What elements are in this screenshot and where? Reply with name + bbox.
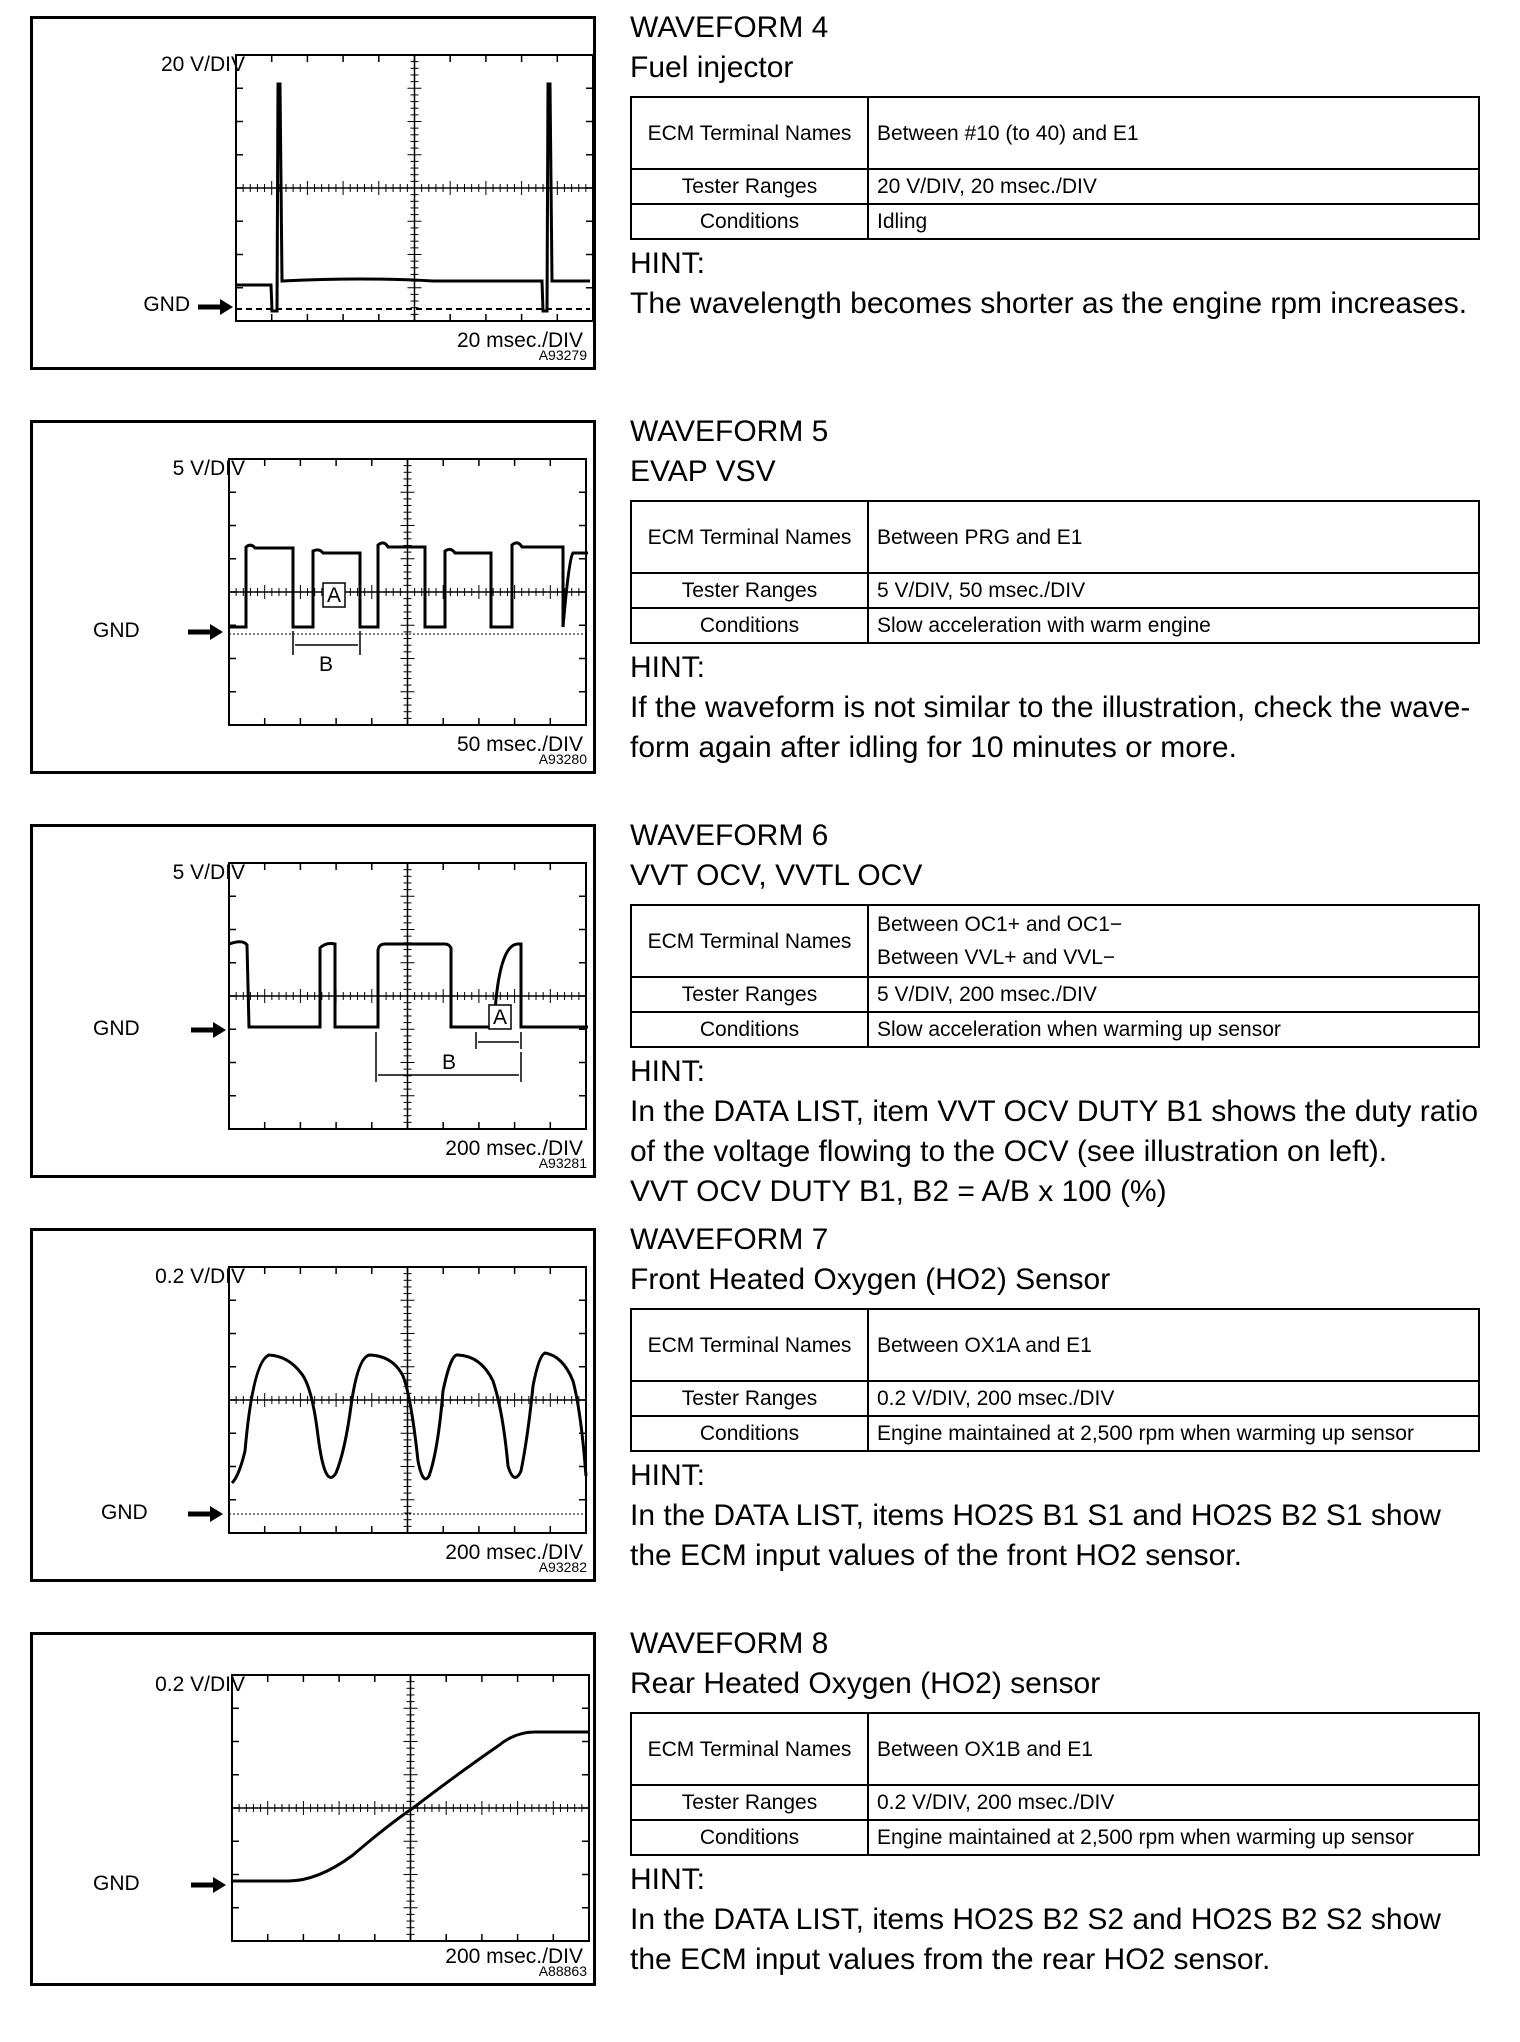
terminal-label: ECM Terminal Names xyxy=(631,905,868,977)
terminal-value-line-1: Between OC1+ and OC1− xyxy=(877,913,1123,936)
waveform-title: WAVEFORM 6 xyxy=(630,819,829,852)
terminal-value: Between OX1A and E1 xyxy=(868,1309,1479,1381)
marker-b-bracket xyxy=(293,631,360,655)
waveform-title: WAVEFORM 7 xyxy=(630,1223,829,1256)
oscilloscope-figure xyxy=(30,1228,596,1582)
hint-text: If the waveform is not similar to the illustration, check the wave-form again after idling for 10 minutes or more. xyxy=(630,691,1471,764)
time-per-div-label: 200 msec./DIV xyxy=(445,1945,583,1968)
conditions-label: Conditions xyxy=(631,608,868,643)
terminal-value-line-2: Between VVL+ and VVL− xyxy=(877,946,1116,969)
waveform-title: WAVEFORM 8 xyxy=(630,1627,829,1660)
terminal-label: ECM Terminal Names xyxy=(631,97,868,169)
oscilloscope-figure xyxy=(30,16,596,370)
time-per-div-label: 20 msec./DIV xyxy=(456,329,583,352)
conditions-value: Engine maintained at 2,500 rpm when warming up sensor xyxy=(868,1416,1479,1451)
figure-id: A93281 xyxy=(538,1155,587,1171)
spec-table xyxy=(630,1308,1480,1452)
conditions-label: Conditions xyxy=(631,1416,868,1451)
volts-per-div-label: 5 V/DIV xyxy=(172,457,245,480)
hint-label: HINT: xyxy=(630,1863,705,1896)
waveform-info xyxy=(630,816,1480,1212)
spec-table xyxy=(630,904,1480,1048)
waveform-info xyxy=(630,1624,1480,1980)
time-per-div-label: 200 msec./DIV xyxy=(445,1541,583,1564)
gnd-label: GND xyxy=(93,1017,140,1040)
hint-block xyxy=(630,244,1480,324)
figure-id: A93280 xyxy=(538,751,587,767)
hint-label: HINT: xyxy=(630,1055,705,1088)
waveform-trace xyxy=(232,1353,586,1483)
spec-table xyxy=(630,500,1480,644)
figure-id: A88863 xyxy=(538,1963,587,1979)
spec-table xyxy=(630,1712,1480,1856)
ranges-value: 0.2 V/DIV, 200 msec./DIV xyxy=(868,1785,1479,1820)
terminal-label: ECM Terminal Names xyxy=(631,1309,868,1381)
waveform-trace xyxy=(229,942,588,1027)
conditions-label: Conditions xyxy=(631,204,868,239)
conditions-value: Engine maintained at 2,500 rpm when warming up sensor xyxy=(868,1820,1479,1855)
hint-text: The wavelength becomes shorter as the engine rpm increases. xyxy=(630,287,1468,320)
hint-block xyxy=(630,1456,1480,1576)
spec-table xyxy=(630,96,1480,240)
waveform-8-section xyxy=(0,1616,1520,2016)
gnd-arrow-icon xyxy=(188,1506,223,1522)
volts-per-div-label: 0.2 V/DIV xyxy=(155,1265,245,1288)
waveform-5-section xyxy=(0,404,1520,804)
time-per-div-label: 200 msec./DIV xyxy=(445,1137,583,1160)
gnd-label: GND xyxy=(101,1501,148,1524)
ranges-value: 5 V/DIV, 50 msec./DIV xyxy=(868,573,1479,608)
ranges-label: Tester Ranges xyxy=(631,169,868,204)
conditions-value: Slow acceleration with warm engine xyxy=(868,608,1479,643)
waveform-subject: Rear Heated Oxygen (HO2) sensor xyxy=(630,1667,1101,1700)
waveform-trace xyxy=(236,84,590,311)
hint-text: In the DATA LIST, items HO2S B1 S1 and HO2S B2 S1 show the ECM input values of the front HO2 sensor. xyxy=(630,1499,1441,1572)
figure-id: A93282 xyxy=(538,1559,587,1575)
gnd-label: GND xyxy=(93,619,140,642)
waveform-title: WAVEFORM 4 xyxy=(630,11,829,44)
terminal-label: ECM Terminal Names xyxy=(631,1713,868,1785)
ranges-label: Tester Ranges xyxy=(631,977,868,1012)
terminal-value: Between #10 (to 40) and E1 xyxy=(868,97,1479,169)
terminal-label: ECM Terminal Names xyxy=(631,501,868,573)
conditions-label: Conditions xyxy=(631,1820,868,1855)
marker-a-bracket xyxy=(476,1032,521,1049)
figure-id: A93279 xyxy=(538,347,587,363)
conditions-label: Conditions xyxy=(631,1012,868,1047)
hint-block xyxy=(630,648,1480,768)
time-per-div-label: 50 msec./DIV xyxy=(456,733,583,756)
ranges-label: Tester Ranges xyxy=(631,573,868,608)
ranges-value: 20 V/DIV, 20 msec./DIV xyxy=(868,169,1479,204)
waveform-subject: Fuel injector xyxy=(630,51,794,84)
oscilloscope-figure xyxy=(30,1632,596,1986)
ranges-label: Tester Ranges xyxy=(631,1785,868,1820)
waveform-subject: VVT OCV, VVTL OCV xyxy=(630,859,923,892)
marker-a-label: A xyxy=(326,584,341,607)
terminal-value: Between PRG and E1 xyxy=(868,501,1479,573)
gnd-label: GND xyxy=(143,293,190,316)
waveform-subject: EVAP VSV xyxy=(630,455,776,488)
hint-text: In the DATA LIST, item VVT OCV DUTY B1 shows the duty ratio of the voltage flowing to the OCV (see illustration on left). xyxy=(630,1095,1479,1168)
gnd-label: GND xyxy=(93,1872,140,1895)
ranges-label: Tester Ranges xyxy=(631,1381,868,1416)
terminal-value: Between OX1B and E1 xyxy=(868,1713,1479,1785)
ranges-value: 5 V/DIV, 200 msec./DIV xyxy=(868,977,1479,1012)
waveform-6-section xyxy=(0,808,1520,1208)
ranges-value: 0.2 V/DIV, 200 msec./DIV xyxy=(868,1381,1479,1416)
waveform-subject: Front Heated Oxygen (HO2) Sensor xyxy=(630,1263,1111,1296)
conditions-value: Idling xyxy=(868,204,1479,239)
gnd-arrow-icon xyxy=(198,299,233,315)
waveform-info xyxy=(630,1220,1480,1576)
waveform-info xyxy=(630,412,1480,768)
hint-label: HINT: xyxy=(630,651,705,684)
waveform-title: WAVEFORM 5 xyxy=(630,415,829,448)
volts-per-div-label: 20 V/DIV xyxy=(160,53,245,76)
hint-text: In the DATA LIST, items HO2S B2 S2 and HO2S B2 S2 show the ECM input values from the rear HO2 sensor. xyxy=(630,1903,1441,1976)
volts-per-div-label: 0.2 V/DIV xyxy=(155,1673,245,1696)
marker-b-label: B xyxy=(441,1051,456,1074)
marker-a-label: A xyxy=(492,1006,507,1029)
terminal-value xyxy=(868,905,1479,977)
oscilloscope-figure xyxy=(30,420,596,774)
hint-formula: VVT OCV DUTY B1, B2 = A/B x 100 (%) xyxy=(630,1175,1167,1208)
hint-label: HINT: xyxy=(630,247,705,280)
oscilloscope-figure xyxy=(30,824,596,1178)
waveform-4-section xyxy=(0,0,1520,400)
gnd-arrow-icon xyxy=(191,1877,226,1893)
volts-per-div-label: 5 V/DIV xyxy=(172,861,245,884)
hint-block xyxy=(630,1860,1480,1980)
conditions-value: Slow acceleration when warming up sensor xyxy=(868,1012,1479,1047)
hint-block xyxy=(630,1052,1480,1212)
marker-b-label: B xyxy=(318,653,333,676)
waveform-7-section xyxy=(0,1212,1520,1612)
waveform-info xyxy=(630,8,1480,324)
hint-label: HINT: xyxy=(630,1459,705,1492)
gnd-arrow-icon xyxy=(188,624,223,640)
gnd-arrow-icon xyxy=(191,1022,226,1038)
